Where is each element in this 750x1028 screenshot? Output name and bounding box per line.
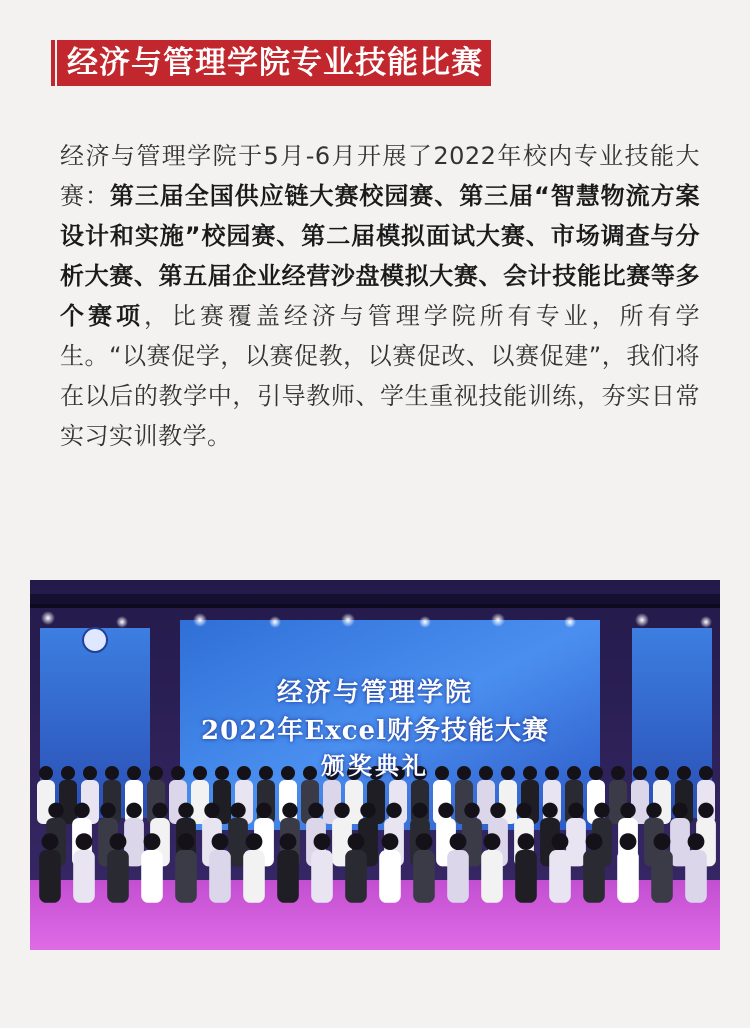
person-silhouette xyxy=(175,850,197,903)
article-body xyxy=(60,136,700,456)
person-head xyxy=(126,803,141,818)
person-silhouette xyxy=(39,850,61,903)
screen-title-line2: 2022年Excel财务技能大赛 xyxy=(201,716,549,746)
person-head xyxy=(672,803,687,818)
person-head xyxy=(100,803,115,818)
person-head xyxy=(646,803,661,818)
person-silhouette xyxy=(311,850,333,903)
screen-title-line1: 经济与管理学院 xyxy=(276,678,473,708)
person-silhouette xyxy=(379,850,401,903)
person-head xyxy=(412,803,427,818)
person-silhouette xyxy=(213,780,231,824)
article-outro: ，比赛覆盖经济与管理学院所有专业，所有学生。“以赛促学，以赛促教，以赛促改、以赛促建”，我们将在以后的教学中，引导教师、学生重视技能训练，夯实日常实习实训教学。 xyxy=(60,302,701,450)
person-silhouette xyxy=(73,850,95,903)
person-head xyxy=(314,833,331,850)
person-head xyxy=(178,803,193,818)
person-head xyxy=(280,833,297,850)
person-silhouette xyxy=(617,850,639,903)
person-silhouette xyxy=(345,780,363,824)
person-head xyxy=(334,803,349,818)
person-head xyxy=(76,833,93,850)
person-head xyxy=(178,833,195,850)
person-silhouette xyxy=(209,850,231,903)
person-head xyxy=(360,803,375,818)
person-head xyxy=(212,833,229,850)
person-silhouette xyxy=(141,850,163,903)
person-head xyxy=(204,803,219,818)
person-head xyxy=(516,803,531,818)
person-silhouette xyxy=(651,850,673,903)
person-head xyxy=(542,803,557,818)
article-intro: 经济与管理学院于5月-6月开展了2022年校内专业技能大赛： xyxy=(60,142,700,210)
person-head xyxy=(654,833,671,850)
person-head xyxy=(620,803,635,818)
person-head xyxy=(74,803,89,818)
person-silhouette xyxy=(323,780,341,824)
person-head xyxy=(152,803,167,818)
person-silhouette xyxy=(191,780,209,824)
person-silhouette xyxy=(631,780,649,824)
person-head xyxy=(552,833,569,850)
person-head xyxy=(308,803,323,818)
person-head xyxy=(490,803,505,818)
person-head xyxy=(382,833,399,850)
person-head xyxy=(518,833,535,850)
person-head xyxy=(348,833,365,850)
person-head xyxy=(620,833,637,850)
article-highlight: 第三届全国供应链大赛校园赛、第三届“智慧物流方案设计和实施”校园赛、第二届模拟面试大赛、市场调查与分析大赛、第五届企业经营沙盘模拟大赛、会计技能比赛等多个赛项 xyxy=(60,182,700,330)
section-title: 经济与管理学院专业技能比赛 xyxy=(57,40,491,86)
person-head xyxy=(568,803,583,818)
person-silhouette xyxy=(37,780,55,824)
person-silhouette xyxy=(447,850,469,903)
person-head xyxy=(484,833,501,850)
person-silhouette xyxy=(107,850,129,903)
person-head xyxy=(48,803,63,818)
emblem-icon xyxy=(83,628,107,652)
person-silhouette xyxy=(59,780,77,824)
person-silhouette xyxy=(277,850,299,903)
person-silhouette xyxy=(481,850,503,903)
person-head xyxy=(110,833,127,850)
person-head xyxy=(42,833,59,850)
person-head xyxy=(256,803,271,818)
person-head xyxy=(586,833,603,850)
person-head xyxy=(144,833,161,850)
person-head xyxy=(698,803,713,818)
person-silhouette xyxy=(609,780,627,824)
person-head xyxy=(246,833,263,850)
award-ceremony-photo xyxy=(30,580,720,950)
person-head xyxy=(416,833,433,850)
person-silhouette xyxy=(499,780,517,824)
screen-title-line3: 颁奖典礼 xyxy=(321,751,429,780)
person-silhouette xyxy=(345,850,367,903)
person-silhouette xyxy=(583,850,605,903)
person-head xyxy=(282,803,297,818)
person-silhouette xyxy=(477,780,495,824)
person-head xyxy=(386,803,401,818)
person-head xyxy=(464,803,479,818)
person-silhouette xyxy=(413,850,435,903)
person-head xyxy=(450,833,467,850)
person-silhouette xyxy=(243,850,265,903)
person-silhouette xyxy=(549,850,571,903)
person-head xyxy=(688,833,705,850)
person-silhouette xyxy=(515,850,537,903)
person-head xyxy=(438,803,453,818)
person-head xyxy=(594,803,609,818)
person-head xyxy=(230,803,245,818)
person-silhouette xyxy=(685,850,707,903)
